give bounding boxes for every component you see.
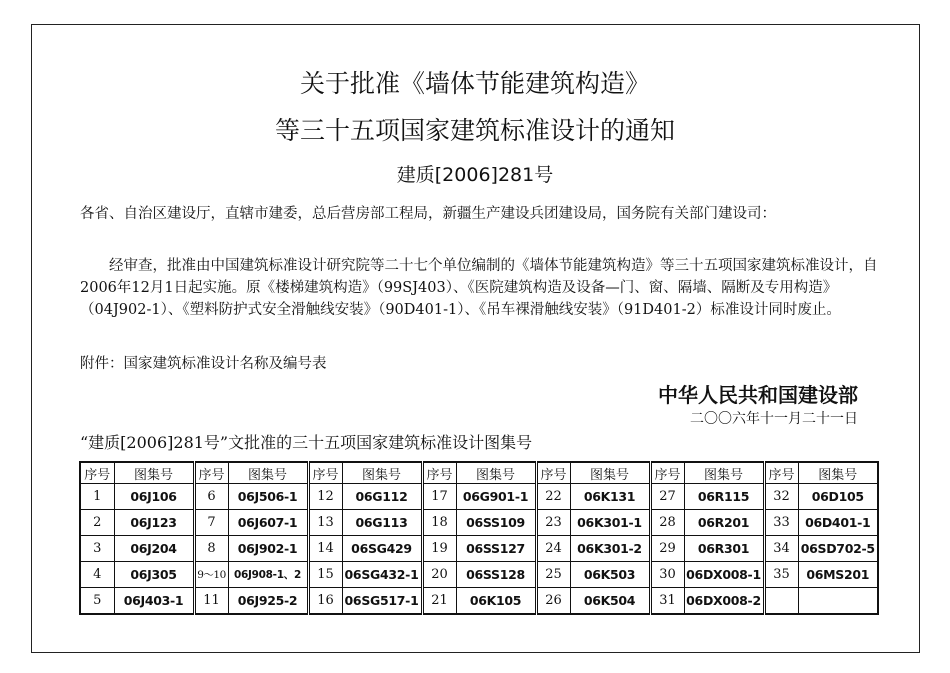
- serial-number-cell: 25: [536, 562, 570, 588]
- serial-number-cell: 18: [422, 510, 456, 536]
- header-code: 图集号: [342, 462, 422, 484]
- serial-number-cell: 16: [308, 588, 342, 615]
- serial-number-cell: 7: [194, 510, 228, 536]
- atlas-code-cell: 06J403-1: [114, 588, 194, 615]
- serial-number-cell: 20: [422, 562, 456, 588]
- atlas-code-cell: 06K504: [570, 588, 650, 615]
- atlas-code-cell: 06J106: [114, 484, 194, 510]
- serial-number-cell: [764, 588, 798, 615]
- attachment-note: 附件：国家建筑标准设计名称及编号表: [80, 356, 327, 372]
- serial-number-cell: 28: [650, 510, 684, 536]
- header-no: 序号: [308, 462, 342, 484]
- atlas-code-cell: 06K301-2: [570, 536, 650, 562]
- atlas-code-cell: 06J607-1: [228, 510, 308, 536]
- notice-title-line2: 等三十五项国家建筑标准设计的通知: [274, 116, 675, 145]
- atlas-code-cell: 06MS201: [798, 562, 878, 588]
- atlas-code-cell: 06J902-1: [228, 536, 308, 562]
- table-row: [80, 562, 878, 588]
- serial-number-cell: 19: [422, 536, 456, 562]
- atlas-code-cell: 06K503: [570, 562, 650, 588]
- atlas-code-cell: 06K105: [456, 588, 536, 615]
- header-code: 图集号: [684, 462, 764, 484]
- serial-number-cell: 31: [650, 588, 684, 615]
- serial-number-cell: 32: [764, 484, 798, 510]
- header-no: 序号: [194, 462, 228, 484]
- atlas-code-cell: 06R201: [684, 510, 764, 536]
- table-row: [80, 510, 878, 536]
- atlas-code-cell: 06SD702-5: [798, 536, 878, 562]
- serial-number-cell: 22: [536, 484, 570, 510]
- atlas-code-cell: 06K301-1: [570, 510, 650, 536]
- atlas-code-cell: 06G113: [342, 510, 422, 536]
- document-number: 建质[2006]281号: [396, 164, 554, 186]
- serial-number-cell: 5: [80, 588, 114, 615]
- issuer: 中华人民共和国建设部: [658, 383, 858, 407]
- atlas-code-cell: 06DX008-1: [684, 562, 764, 588]
- header-code: 图集号: [228, 462, 308, 484]
- header-code: 图集号: [798, 462, 878, 484]
- atlas-code-cell: 06R115: [684, 484, 764, 510]
- atlas-code-cell: 06G901-1: [456, 484, 536, 510]
- serial-number-cell: 27: [650, 484, 684, 510]
- atlas-code-cell: 06SS127: [456, 536, 536, 562]
- serial-number-cell: 15: [308, 562, 342, 588]
- issue-date: 二〇〇六年十一月二十一日: [690, 411, 858, 427]
- notice-body: 经审查，批准由中国建筑标准设计研究院等二十七个单位编制的《墙体节能建筑构造》等三十五项国家建筑标准设计，自2006年12月1日起实施。原《楼梯建筑构造》（99SJ403）、《医院建筑构造及设备—门、窗、隔墙、隔断及专用构造》（04J902-1）、《塑料防护式安全滑触线安装》（90D401-1）、《吊车裸滑触线安装》（91D401-2）标准设计同时废止。: [80, 258, 878, 318]
- header-code: 图集号: [456, 462, 536, 484]
- serial-number-cell: 17: [422, 484, 456, 510]
- header-no: 序号: [422, 462, 456, 484]
- header-no: 序号: [80, 462, 114, 484]
- atlas-code-cell: 06J908-1、2: [228, 562, 308, 588]
- serial-number-cell: 12: [308, 484, 342, 510]
- header-code: 图集号: [570, 462, 650, 484]
- atlas-code-cell: 06SG429: [342, 536, 422, 562]
- atlas-code-cell: 06SS109: [456, 510, 536, 536]
- atlas-code-cell: 06D105: [798, 484, 878, 510]
- notice-title-line1: 关于批准《墙体节能建筑构造》: [299, 69, 650, 98]
- atlas-code-cell: 06SG517-1: [342, 588, 422, 615]
- atlas-code-cell: 06J305: [114, 562, 194, 588]
- table-caption: “建质[2006]281号”文批准的三十五项国家建筑标准设计图集号: [80, 433, 533, 452]
- serial-number-cell: 34: [764, 536, 798, 562]
- atlas-code-cell: 06J204: [114, 536, 194, 562]
- serial-number-cell: 23: [536, 510, 570, 536]
- serial-number-cell: 8: [194, 536, 228, 562]
- serial-number-cell: 9～10: [194, 562, 228, 588]
- serial-number-cell: 24: [536, 536, 570, 562]
- table-row: [80, 588, 878, 615]
- serial-number-cell: 30: [650, 562, 684, 588]
- serial-number-cell: 14: [308, 536, 342, 562]
- serial-number-cell: 26: [536, 588, 570, 615]
- serial-number-cell: 3: [80, 536, 114, 562]
- atlas-code-cell: [798, 588, 878, 615]
- header-code: 图集号: [114, 462, 194, 484]
- atlas-code-cell: 06SS128: [456, 562, 536, 588]
- serial-number-cell: 2: [80, 510, 114, 536]
- serial-number-cell: 11: [194, 588, 228, 615]
- atlas-code-cell: 06K131: [570, 484, 650, 510]
- serial-number-cell: 35: [764, 562, 798, 588]
- serial-number-cell: 6: [194, 484, 228, 510]
- addressees: 各省、自治区建设厅，直辖市建委，总后营房部工程局，新疆生产建设兵团建设局，国务院有关部门建设司：: [80, 206, 776, 222]
- atlas-code-cell: 06J123: [114, 510, 194, 536]
- header-no: 序号: [650, 462, 684, 484]
- table-header-row: [80, 462, 878, 484]
- serial-number-cell: 4: [80, 562, 114, 588]
- atlas-code-cell: 06D401-1: [798, 510, 878, 536]
- header-no: 序号: [764, 462, 798, 484]
- atlas-number-table: [79, 461, 879, 615]
- atlas-code-cell: 06J506-1: [228, 484, 308, 510]
- serial-number-cell: 13: [308, 510, 342, 536]
- atlas-code-cell: 06SG432-1: [342, 562, 422, 588]
- table-row: [80, 536, 878, 562]
- atlas-code-cell: 06R301: [684, 536, 764, 562]
- serial-number-cell: 33: [764, 510, 798, 536]
- atlas-code-cell: 06J925-2: [228, 588, 308, 615]
- atlas-code-cell: 06G112: [342, 484, 422, 510]
- serial-number-cell: 29: [650, 536, 684, 562]
- serial-number-cell: 21: [422, 588, 456, 615]
- serial-number-cell: 1: [80, 484, 114, 510]
- header-no: 序号: [536, 462, 570, 484]
- atlas-code-cell: 06DX008-2: [684, 588, 764, 615]
- table-row: [80, 484, 878, 510]
